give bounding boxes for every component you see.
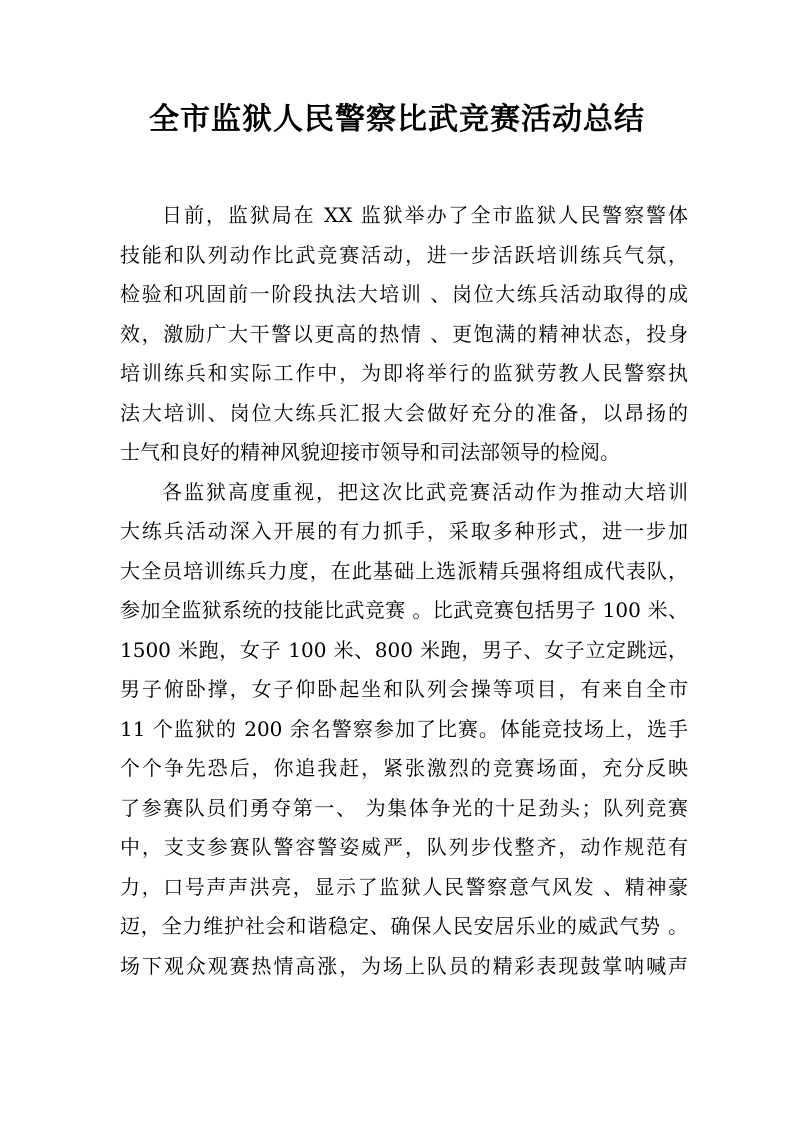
paragraph-2-line: 中，支支参赛队警容警姿威严，队列步伐整齐，动作规范有 xyxy=(120,835,688,859)
paragraph-2-line: 场下观众观赛热情高涨，为场上队员的精彩表现鼓掌呐喊声 xyxy=(120,953,688,978)
document-body xyxy=(120,196,688,986)
paragraph-2-line: 参加全监狱系统的技能比武竞赛 。比武竞赛包括男子 100 米、 xyxy=(120,598,688,622)
paragraph-1-line: 日前，监狱局在 XX 监狱举办了全市监狱人民警察警体 xyxy=(162,203,688,227)
document-title: 全市监狱人民警察比武竞赛活动总结 xyxy=(149,102,645,137)
paragraph-2-line: 各监狱高度重视，把这次比武竞赛活动作为推动大培训 xyxy=(162,479,688,504)
paragraph-2-line: 力，口号声声洪亮，显示了监狱人民警察意气风发 、精神豪 xyxy=(120,874,688,899)
paragraph-2-line: 11 个监狱的 200 余名警察参加了比赛。体能竞技场上，选手 xyxy=(120,716,688,741)
paragraph-2-line: 大全员培训练兵力度，在此基础上选派精兵强将组成代表队， xyxy=(120,558,688,583)
paragraph-2-line: 个个争先恐后，你追我赶，紧张激烈的竞赛场面，充分反映 xyxy=(120,756,688,780)
paragraph-2-line: 大练兵活动深入开展的有力抓手，采取多种形式，进一步加 xyxy=(120,519,688,543)
paragraph-1-line: 培训练兵和实际工作中，为即将举行的监狱劳教人民警察执 xyxy=(120,361,688,385)
paragraph-1-line: 检验和巩固前一阶段执法大培训 、岗位大练兵活动取得的成 xyxy=(120,282,688,306)
paragraph-2-line: 1500 米跑，女子 100 米、800 米跑，男子、女子立定跳远， xyxy=(120,637,688,662)
paragraph-1-line: 士气和良好的精神风貌迎接市领导和司法部领导的检阅。 xyxy=(120,440,620,464)
paragraph-2-line: 迈，全力维护社会和谐稳定、确保人民安居乐业的威武气势 。 xyxy=(120,914,688,938)
paragraph-2-line: 男子俯卧撑，女子仰卧起坐和队列会操等项目，有来自全市 xyxy=(120,677,688,701)
paragraph-2-line: 了参赛队员们勇夺第一、 为集体争光的十足劲头；队列竞赛 xyxy=(120,795,688,820)
paragraph-1-line: 效，激励广大干警以更高的热情 、更饱满的精神状态，投身 xyxy=(120,321,688,346)
paragraph-1-line: 法大培训、岗位大练兵汇报大会做好充分的准备，以昂扬的 xyxy=(120,400,688,425)
paragraph-1-line: 技能和队列动作比武竞赛活动，进一步活跃培训练兵气氛， xyxy=(120,242,688,267)
